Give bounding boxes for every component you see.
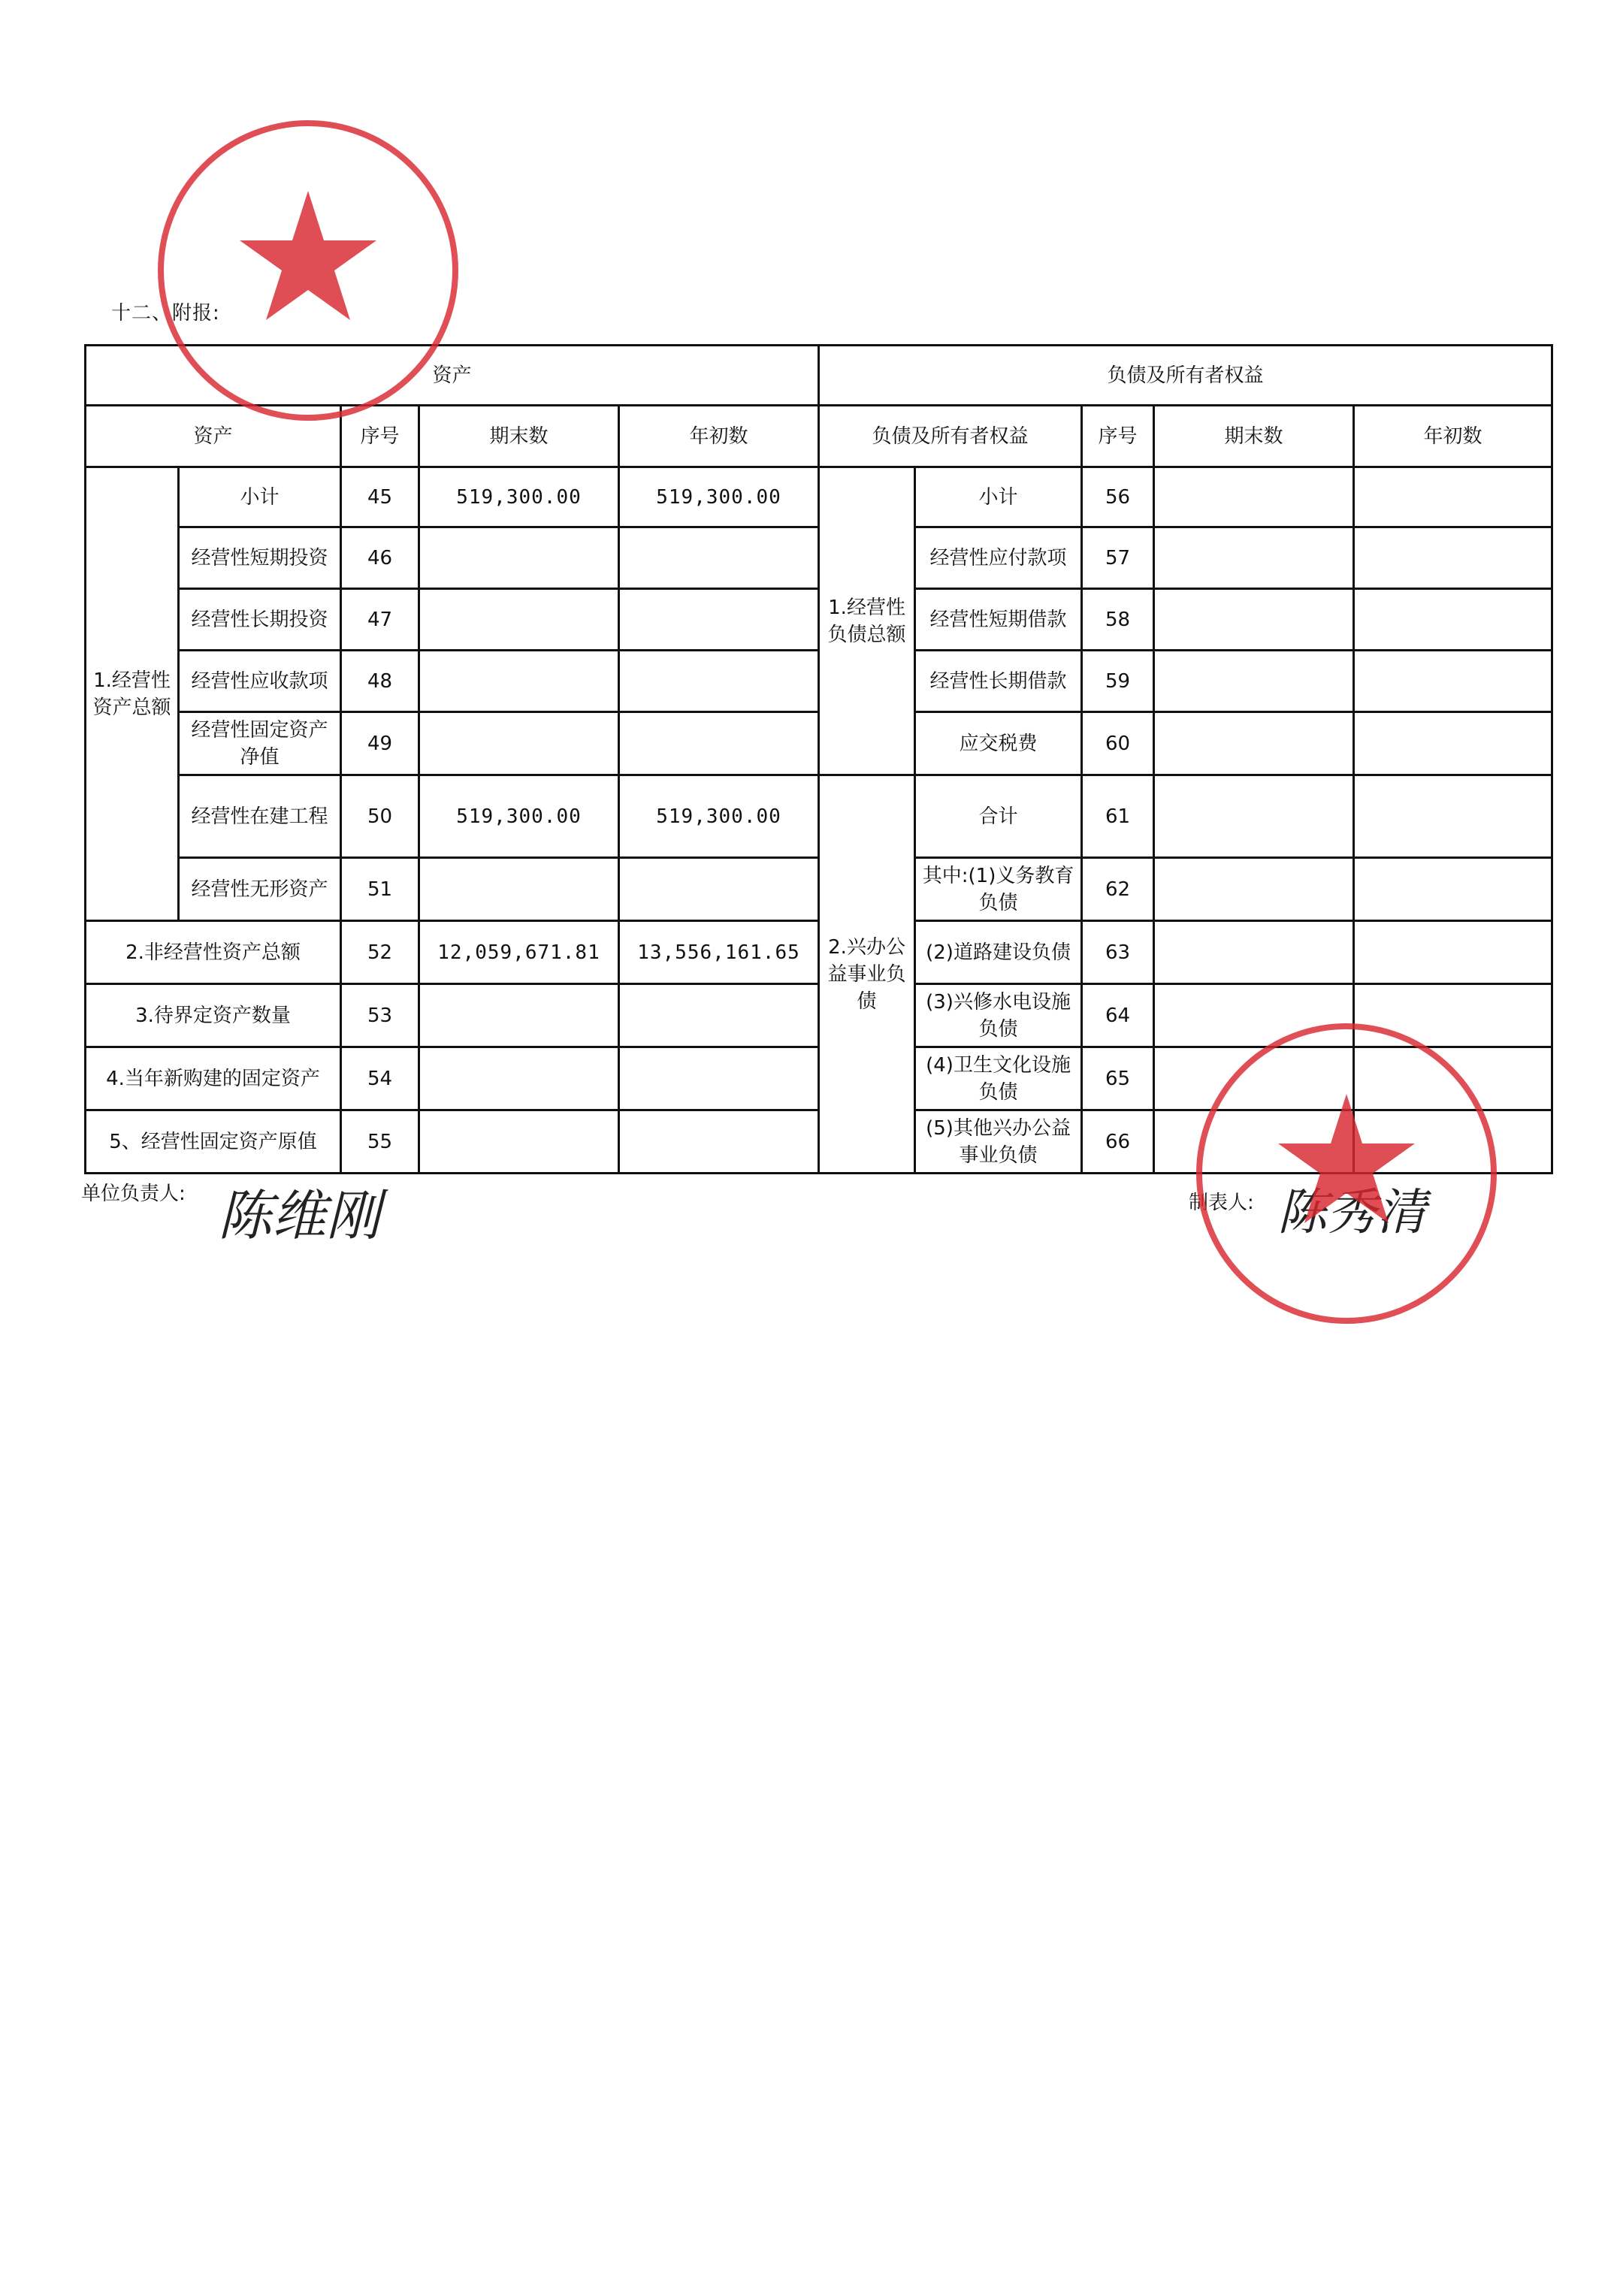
liability-end <box>1154 712 1354 775</box>
liability-name: (3)兴修水电设施负债 <box>915 984 1082 1047</box>
col-asset: 资产 <box>86 406 341 467</box>
asset-name: 2.非经营性资产总额 <box>86 921 341 984</box>
liability-seq: 56 <box>1082 467 1154 527</box>
col-begin2: 年初数 <box>1354 406 1552 467</box>
liability-begin <box>1354 589 1552 651</box>
seal-star-icon <box>240 191 376 320</box>
operating-liabilities-group: 1.经营性负债总额 <box>819 467 915 775</box>
table-row <box>86 775 1552 858</box>
asset-begin <box>619 527 819 589</box>
asset-seq: 52 <box>341 921 419 984</box>
liability-seq: 62 <box>1082 858 1154 921</box>
asset-name: 小计 <box>179 467 341 527</box>
liability-end <box>1154 589 1354 651</box>
operating-assets-group: 1.经营性资产总额 <box>86 467 179 921</box>
liability-seq: 65 <box>1082 1047 1154 1110</box>
liabilities-header: 负债及所有者权益 <box>819 346 1552 406</box>
liability-end <box>1154 527 1354 589</box>
col-end: 期末数 <box>419 406 619 467</box>
liability-name: (5)其他兴办公益事业负债 <box>915 1110 1082 1174</box>
asset-begin <box>619 1047 819 1110</box>
asset-end: 519,300.00 <box>419 775 619 858</box>
col-end2: 期末数 <box>1154 406 1354 467</box>
asset-end <box>419 858 619 921</box>
asset-end <box>419 527 619 589</box>
liability-seq: 63 <box>1082 921 1154 984</box>
asset-name: 3.待界定资产数量 <box>86 984 341 1047</box>
asset-seq: 50 <box>341 775 419 858</box>
unit-head-signature: 陈维刚 <box>218 1184 381 1247</box>
liability-name: 经营性长期借款 <box>915 651 1082 712</box>
asset-end: 519,300.00 <box>419 467 619 527</box>
asset-end <box>419 589 619 651</box>
official-seal-left <box>150 113 466 428</box>
liability-seq: 57 <box>1082 527 1154 589</box>
asset-seq: 51 <box>341 858 419 921</box>
table-row <box>86 467 1552 527</box>
liability-name: 小计 <box>915 467 1082 527</box>
liability-name: 经营性短期借款 <box>915 589 1082 651</box>
table-row <box>86 527 1552 589</box>
asset-begin: 519,300.00 <box>619 775 819 858</box>
asset-name: 经营性在建工程 <box>179 775 341 858</box>
asset-seq: 45 <box>341 467 419 527</box>
asset-begin <box>619 1110 819 1174</box>
public-liabilities-group: 2.兴办公益事业负债 <box>819 775 915 1174</box>
asset-name: 经营性无形资产 <box>179 858 341 921</box>
liability-name: (4)卫生文化设施负债 <box>915 1047 1082 1110</box>
asset-seq: 49 <box>341 712 419 775</box>
asset-begin: 519,300.00 <box>619 467 819 527</box>
assets-header: 资产 <box>86 346 819 406</box>
liability-begin <box>1354 527 1552 589</box>
section-title: 十二、附报: <box>111 302 220 325</box>
liability-seq: 61 <box>1082 775 1154 858</box>
liability-name: 合计 <box>915 775 1082 858</box>
asset-end <box>419 651 619 712</box>
liability-end <box>1154 858 1354 921</box>
liability-seq: 58 <box>1082 589 1154 651</box>
asset-seq: 55 <box>341 1110 419 1174</box>
liability-name: 经营性应付款项 <box>915 527 1082 589</box>
table-row <box>86 589 1552 651</box>
col-seq2: 序号 <box>1082 406 1154 467</box>
liability-seq: 59 <box>1082 651 1154 712</box>
table-row <box>86 921 1552 984</box>
table-row <box>86 651 1552 712</box>
asset-seq: 47 <box>341 589 419 651</box>
asset-end <box>419 984 619 1047</box>
asset-end <box>419 712 619 775</box>
liability-begin <box>1354 775 1552 858</box>
asset-name: 经营性固定资产净值 <box>179 712 341 775</box>
liability-end <box>1154 775 1354 858</box>
col-seq: 序号 <box>341 406 419 467</box>
asset-begin <box>619 984 819 1047</box>
asset-name: 4.当年新购建的固定资产 <box>86 1047 341 1110</box>
asset-seq: 54 <box>341 1047 419 1110</box>
asset-name: 经营性长期投资 <box>179 589 341 651</box>
liability-begin <box>1354 921 1552 984</box>
asset-begin <box>619 589 819 651</box>
liability-seq: 66 <box>1082 1110 1154 1174</box>
unit-head-label: 单位负责人: <box>81 1183 186 1205</box>
table-row <box>86 858 1552 921</box>
asset-begin <box>619 858 819 921</box>
liability-begin <box>1354 712 1552 775</box>
liability-end <box>1154 467 1354 527</box>
table-row <box>86 712 1552 775</box>
preparer-signature: 陈秀清 <box>1277 1183 1426 1241</box>
col-liab: 负债及所有者权益 <box>819 406 1082 467</box>
preparer-label: 制表人: <box>1189 1192 1254 1214</box>
liability-name: (2)道路建设负债 <box>915 921 1082 984</box>
asset-seq: 46 <box>341 527 419 589</box>
seal-star-icon <box>1278 1094 1415 1223</box>
asset-begin <box>619 651 819 712</box>
asset-end <box>419 1047 619 1110</box>
liability-seq: 64 <box>1082 984 1154 1047</box>
asset-end: 12,059,671.81 <box>419 921 619 984</box>
liability-name: 其中:(1)义务教育负债 <box>915 858 1082 921</box>
asset-seq: 48 <box>341 651 419 712</box>
asset-begin: 13,556,161.65 <box>619 921 819 984</box>
asset-end <box>419 1110 619 1174</box>
liability-end <box>1154 651 1354 712</box>
liability-name: 应交税费 <box>915 712 1082 775</box>
liability-end <box>1154 921 1354 984</box>
asset-name: 经营性短期投资 <box>179 527 341 589</box>
official-seal-right <box>1189 1016 1504 1331</box>
asset-seq: 53 <box>341 984 419 1047</box>
liability-begin <box>1354 467 1552 527</box>
asset-name: 5、经营性固定资产原值 <box>86 1110 341 1174</box>
asset-begin <box>619 712 819 775</box>
liability-seq: 60 <box>1082 712 1154 775</box>
liability-begin <box>1354 858 1552 921</box>
col-begin: 年初数 <box>619 406 819 467</box>
liability-begin <box>1354 651 1552 712</box>
asset-name: 经营性应收款项 <box>179 651 341 712</box>
